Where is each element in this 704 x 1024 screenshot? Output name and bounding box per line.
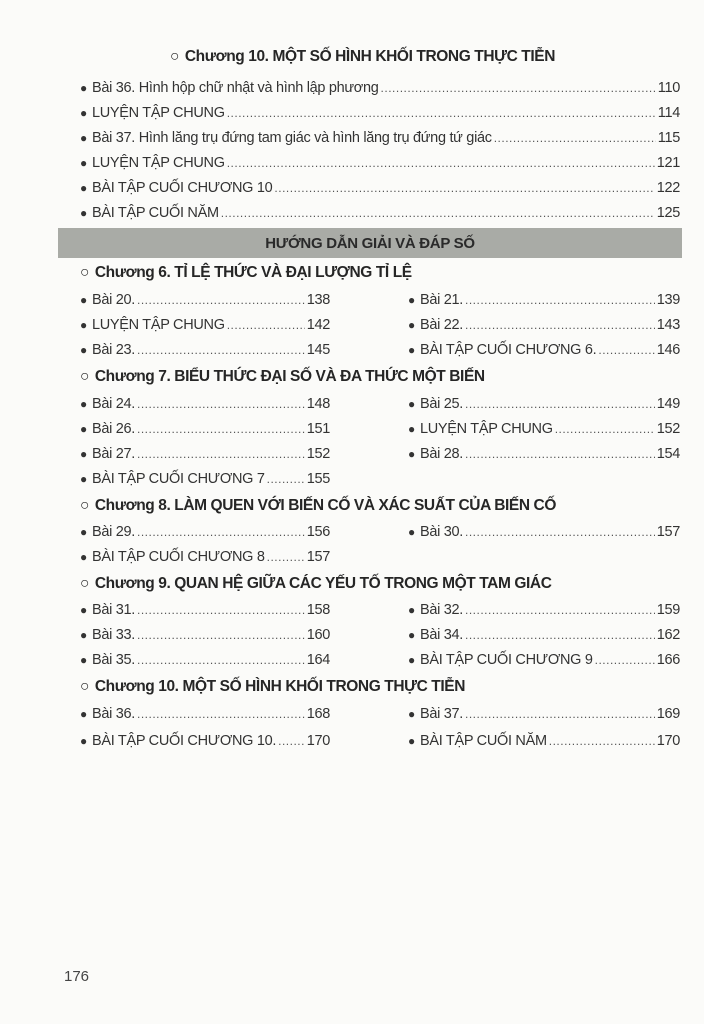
bullet-icon: ● (80, 525, 87, 539)
entry-page: 114 (657, 105, 680, 121)
entry-label: LUYỆN TẬP CHUNG (419, 421, 553, 437)
toc-entry[interactable] (408, 652, 680, 668)
bullet-icon: ● (80, 293, 87, 307)
entry-label: Bài 34. (419, 627, 463, 643)
chapter-circle-icon: ○ (80, 678, 89, 695)
toc-entry[interactable] (80, 549, 330, 565)
bullet-icon: ● (408, 293, 415, 307)
bullet-icon: ● (80, 472, 87, 486)
chapter-circle-icon: ○ (80, 264, 89, 281)
entry-page: 139 (656, 292, 680, 308)
dot-leader (278, 734, 305, 748)
entry-page: 152 (306, 446, 330, 462)
dot-leader (137, 293, 305, 307)
dot-leader (137, 525, 305, 539)
bullet-icon: ● (80, 422, 87, 436)
toc-entry[interactable] (80, 733, 330, 749)
dot-leader (549, 734, 655, 748)
bullet-icon: ● (408, 447, 415, 461)
bullet-icon: ● (80, 206, 87, 220)
toc-entry[interactable] (80, 342, 330, 358)
chapter-title: Chương 10. MỘT SỐ HÌNH KHỐI TRONG THỰC TIỄN (94, 678, 465, 695)
entry-label: Bài 22. (419, 317, 463, 333)
dot-leader (137, 447, 305, 461)
toc-entry[interactable] (80, 396, 330, 412)
entry-page: 122 (656, 180, 680, 196)
chapter-title: Chương 9. QUAN HỆ GIỮA CÁC YẾU TỐ TRONG MỘT TAM GIÁC (94, 575, 552, 592)
bullet-icon: ● (80, 653, 87, 667)
toc-entry[interactable] (80, 180, 680, 196)
entry-label: BÀI TẬP CUỐI NĂM (91, 205, 219, 221)
toc-entry[interactable] (80, 205, 680, 221)
dot-leader (221, 206, 655, 220)
entry-page: 160 (306, 627, 330, 643)
bullet-icon: ● (408, 343, 415, 357)
bullet-icon: ● (80, 447, 87, 461)
bullet-icon: ● (80, 603, 87, 617)
dot-leader (465, 628, 655, 642)
bullet-icon: ● (408, 653, 415, 667)
entry-page: 125 (656, 205, 680, 221)
entry-label: BÀI TẬP CUỐI CHƯƠNG 10. (91, 733, 277, 749)
dot-leader (137, 343, 305, 357)
entry-page: 148 (306, 396, 330, 412)
entry-page: 170 (306, 733, 330, 749)
bullet-icon: ● (80, 181, 87, 195)
dot-leader (227, 156, 655, 170)
dot-leader (465, 603, 655, 617)
entry-page: 143 (656, 317, 680, 333)
entry-label: Bài 37. Hình lăng trụ đứng tam giác và hình lăng trụ đứng tứ giác (91, 130, 492, 146)
entry-page: 146 (656, 342, 680, 358)
entry-label: Bài 36. Hình hộp chữ nhật và hình lập phương (91, 80, 379, 96)
dot-leader (137, 397, 305, 411)
entry-label: LUYỆN TẬP CHUNG (91, 155, 225, 171)
toc-entry[interactable] (80, 524, 330, 540)
page-number: 176 (64, 968, 90, 985)
entry-label: Bài 31. (91, 602, 135, 618)
dot-leader (381, 81, 656, 95)
toc-entry[interactable] (408, 706, 680, 722)
dot-leader (227, 106, 656, 120)
entry-page: 156 (306, 524, 330, 540)
entry-page: 121 (656, 155, 680, 171)
entry-page: 152 (656, 421, 680, 437)
bullet-icon: ● (408, 525, 415, 539)
entry-label: LUYỆN TẬP CHUNG (91, 317, 225, 333)
entry-label: Bài 35. (91, 652, 135, 668)
bullet-icon: ● (80, 318, 87, 332)
dot-leader (465, 397, 655, 411)
entry-page: 142 (306, 317, 330, 333)
entry-label: Bài 26. (91, 421, 135, 437)
entry-page: 169 (656, 706, 680, 722)
chapter-heading (80, 678, 465, 696)
bullet-icon: ● (80, 707, 87, 721)
chapter-title: Chương 6. TỈ LỆ THỨC VÀ ĐẠI LƯỢNG TỈ LỆ (94, 264, 412, 281)
toc-entry[interactable] (408, 524, 680, 540)
chapter-title: Chương 10. MỘT SỐ HÌNH KHỐI TRONG THỰC TIỄN (184, 48, 555, 65)
bullet-icon: ● (408, 628, 415, 642)
bullet-icon: ● (80, 734, 87, 748)
chapter-heading (80, 575, 552, 593)
entry-label: Bài 23. (91, 342, 135, 358)
toc-entry[interactable] (80, 627, 330, 643)
toc-entry[interactable] (80, 292, 330, 308)
dot-leader (137, 422, 305, 436)
dot-leader (595, 653, 655, 667)
bullet-icon: ● (80, 131, 87, 145)
entry-page: 145 (306, 342, 330, 358)
toc-entry[interactable] (408, 602, 680, 618)
entry-page: 158 (306, 602, 330, 618)
toc-entry[interactable] (80, 706, 330, 722)
entry-label: Bài 30. (419, 524, 463, 540)
dot-leader (137, 603, 305, 617)
dot-leader (598, 343, 654, 357)
toc-entry[interactable] (80, 105, 680, 121)
dot-leader (465, 318, 655, 332)
toc-entry[interactable] (80, 317, 330, 333)
entry-label: BÀI TẬP CUỐI CHƯƠNG 10 (91, 180, 273, 196)
dot-leader (465, 707, 655, 721)
entry-page: 170 (656, 733, 680, 749)
entry-label: LUYỆN TẬP CHUNG (91, 105, 225, 121)
toc-entry[interactable] (80, 446, 330, 462)
entry-page: 138 (306, 292, 330, 308)
toc-entry[interactable] (408, 627, 680, 643)
chapter-title: Chương 8. LÀM QUEN VỚI BIẾN CỐ VÀ XÁC SUẤT CỦA BIẾN CỐ (94, 497, 556, 514)
dot-leader (274, 181, 654, 195)
entry-label: BÀI TẬP CUỐI NĂM (419, 733, 547, 749)
bullet-icon: ● (408, 422, 415, 436)
toc-entry[interactable] (80, 421, 330, 437)
chapter-title: Chương 7. BIỂU THỨC ĐẠI SỐ VÀ ĐA THỨC MỘT BIẾN (94, 368, 485, 385)
dot-leader (494, 131, 656, 145)
entry-page: 168 (306, 706, 330, 722)
chapter-heading (80, 264, 412, 282)
bullet-icon: ● (408, 603, 415, 617)
entry-page: 151 (306, 421, 330, 437)
toc-entry[interactable] (80, 652, 330, 668)
entry-page: 110 (657, 80, 680, 96)
entry-label: Bài 32. (419, 602, 463, 618)
chapter-heading (80, 368, 485, 386)
entry-label: BÀI TẬP CUỐI CHƯƠNG 6. (419, 342, 597, 358)
entry-label: BÀI TẬP CUỐI CHƯƠNG 7 (91, 471, 265, 487)
dot-leader (465, 447, 655, 461)
dot-leader (465, 293, 655, 307)
bullet-icon: ● (408, 397, 415, 411)
bullet-icon: ● (80, 397, 87, 411)
bullet-icon: ● (80, 156, 87, 170)
entry-label: Bài 27. (91, 446, 135, 462)
entry-page: 154 (656, 446, 680, 462)
bullet-icon: ● (80, 550, 87, 564)
dot-leader (555, 422, 655, 436)
entry-label: Bài 24. (91, 396, 135, 412)
toc-entry[interactable] (80, 80, 680, 96)
entry-page: 162 (656, 627, 680, 643)
entry-page: 115 (657, 130, 680, 146)
entry-page: 159 (656, 602, 680, 618)
bullet-icon: ● (80, 343, 87, 357)
entry-label: BÀI TẬP CUỐI CHƯƠNG 8 (91, 549, 265, 565)
chapter-circle-icon: ○ (80, 497, 89, 514)
chapter-heading (80, 497, 556, 515)
dot-leader (267, 472, 305, 486)
toc-entry[interactable] (408, 342, 680, 358)
toc-entry[interactable] (408, 317, 680, 333)
banner-title: HƯỚNG DẪN GIẢI VÀ ĐÁP SỐ (265, 234, 475, 252)
toc-entry[interactable] (408, 421, 680, 437)
bullet-icon: ● (80, 106, 87, 120)
dot-leader (137, 653, 305, 667)
dot-leader (227, 318, 305, 332)
entry-label: Bài 28. (419, 446, 463, 462)
dot-leader (465, 525, 655, 539)
dot-leader (137, 707, 305, 721)
entry-label: Bài 21. (419, 292, 463, 308)
bullet-icon: ● (408, 318, 415, 332)
toc-entry[interactable] (408, 446, 680, 462)
entry-page: 157 (306, 549, 330, 565)
chapter-circle-icon: ○ (170, 48, 179, 65)
dot-leader (137, 628, 305, 642)
entry-page: 155 (306, 471, 330, 487)
entry-label: Bài 25. (419, 396, 463, 412)
chapter-heading (170, 48, 555, 66)
entry-label: Bài 33. (91, 627, 135, 643)
entry-page: 149 (656, 396, 680, 412)
toc-entry[interactable] (80, 130, 680, 146)
entry-page: 157 (656, 524, 680, 540)
entry-label: Bài 20. (91, 292, 135, 308)
section-banner (58, 228, 682, 258)
entry-label: Bài 37. (419, 706, 463, 722)
toc-entry[interactable] (408, 396, 680, 412)
entry-label: Bài 36. (91, 706, 135, 722)
entry-label: BÀI TẬP CUỐI CHƯƠNG 9 (419, 652, 593, 668)
entry-page: 166 (656, 652, 680, 668)
toc-entry[interactable] (408, 733, 680, 749)
entry-page: 164 (306, 652, 330, 668)
toc-entry[interactable] (408, 292, 680, 308)
bullet-icon: ● (408, 707, 415, 721)
bullet-icon: ● (408, 734, 415, 748)
chapter-circle-icon: ○ (80, 575, 89, 592)
entry-label: Bài 29. (91, 524, 135, 540)
toc-entry[interactable] (80, 471, 330, 487)
bullet-icon: ● (80, 628, 87, 642)
toc-entry[interactable] (80, 155, 680, 171)
bullet-icon: ● (80, 81, 87, 95)
toc-entry[interactable] (80, 602, 330, 618)
dot-leader (267, 550, 305, 564)
chapter-circle-icon: ○ (80, 368, 89, 385)
